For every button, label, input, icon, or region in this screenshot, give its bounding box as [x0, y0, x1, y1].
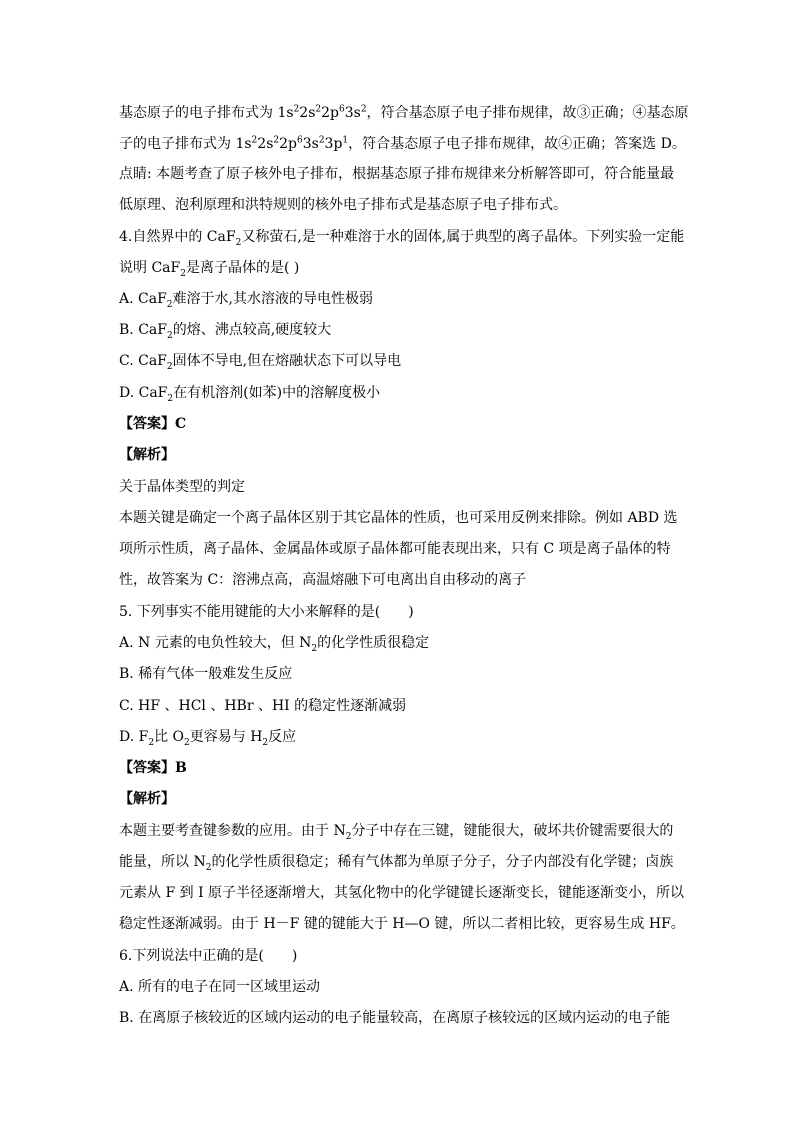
q3-explanation-line-1: 基态原子的电子排布式为 $1s^22s^22p^63s^2$，符合基态原子电子排布规律，故③正确；④基态原 — [119, 104, 689, 121]
q5-option-d: D. $F_2$比 $O_2$更容易与 $H_2$反应 — [119, 729, 297, 748]
q4-option-b: B. CaF$_2$的熔、沸点较高,硬度较大 — [119, 322, 332, 341]
q3-comment-line-2: 低原理、泡利原理和洪特规则的核外电子排布式是基态原子电子排布式。 — [119, 197, 567, 213]
q4-analysis-line-1: 本题关键是确定一个离子晶体区别于其它晶体的性质，也可采用反例来排除。例如 ABD 选 — [119, 510, 678, 526]
q3-comment-line-1: 点睛: 本题考查了原子核外电子排布，根据基态原子排布规律来分析解答即可，符合能量最 — [119, 166, 675, 182]
q6-option-a: A. 所有的电子在同一区域里运动 — [119, 979, 321, 995]
q5-analysis-line-4: 稳定性逐渐减弱。由于 H－F 键的键能大于 H—O 键，所以二者相比较，更容易生成 HF。 — [119, 916, 685, 932]
q4-analysis-line-3: 性，故答案为 C：溶沸点高，高温熔融下可电离出自由移动的离子 — [119, 572, 527, 588]
q5-option-b: B. 稀有气体一般难发生反应 — [119, 666, 293, 682]
q4-option-a: A. CaF$_2$难溶于水,其水溶液的导电性极弱 — [119, 291, 373, 310]
q4-option-c: C. CaF$_2$固体不导电,但在熔融状态下可以导电 — [119, 353, 402, 372]
q6-stem: 6.下列说法中正确的是( ) — [119, 948, 298, 964]
q5-stem: 5. 下列事实不能用键能的大小来解释的是( ) — [119, 604, 414, 620]
q4-analysis-line-2: 项所示性质，离子晶体、金属晶体或原子晶体都可能表现出来，只有 C 项是离子晶体的特 — [119, 541, 671, 557]
q5-analysis-heading: 【解析】 — [119, 791, 175, 807]
q5-analysis-line-1: 本题主要考查键参数的应用。由于 $N_2$分子中存在三键，键能很大，破坏共价键需要很大的 — [119, 823, 674, 842]
q5-analysis-line-3: 元素从 F 到 I 原子半径逐渐增大，其氢化物中的化学键键长逐渐变长，键能逐渐变小，所以 — [119, 885, 685, 901]
q3-explanation-line-2: 子的电子排布式为 $1s^22s^22p^63s^23p^1$，符合基态原子电子排布规律，故④正确；答案选 D。 — [119, 135, 686, 152]
q5-analysis-line-2: 能量，所以 $N_2$的化学性质很稳定；稀有气体都为单原子分子，分子内部没有化学键；卤族 — [119, 854, 674, 873]
q4-option-d: D. CaF$_2$在有机溶剂(如苯)中的溶解度极小 — [119, 385, 381, 404]
q6-option-b: B. 在离原子核较近的区域内运动的电子能量较高，在离原子核较远的区域内运动的电子能 — [119, 1010, 671, 1026]
q5-option-a: A. N 元素的电负性较大，但 $N_2$的化学性质很稳定 — [119, 635, 430, 654]
q4-stem-line-2: 说明 CaF$_2$是离子晶体的是( ) — [119, 260, 300, 279]
q5-answer: 【答案】B — [119, 760, 187, 776]
q4-stem-line-1: 4.自然界中的 CaF$_2$又称萤石,是一种难溶于水的固体,属于典型的离子晶体。下列实验一定能 — [119, 229, 685, 248]
q5-option-c: C. HF 、HCl 、HBr 、HI 的稳定性逐渐减弱 — [119, 698, 407, 714]
q4-analysis-heading: 【解析】 — [119, 447, 175, 463]
q4-analysis-topic: 关于晶体类型的判定 — [119, 479, 245, 495]
q4-answer: 【答案】C — [119, 416, 187, 432]
